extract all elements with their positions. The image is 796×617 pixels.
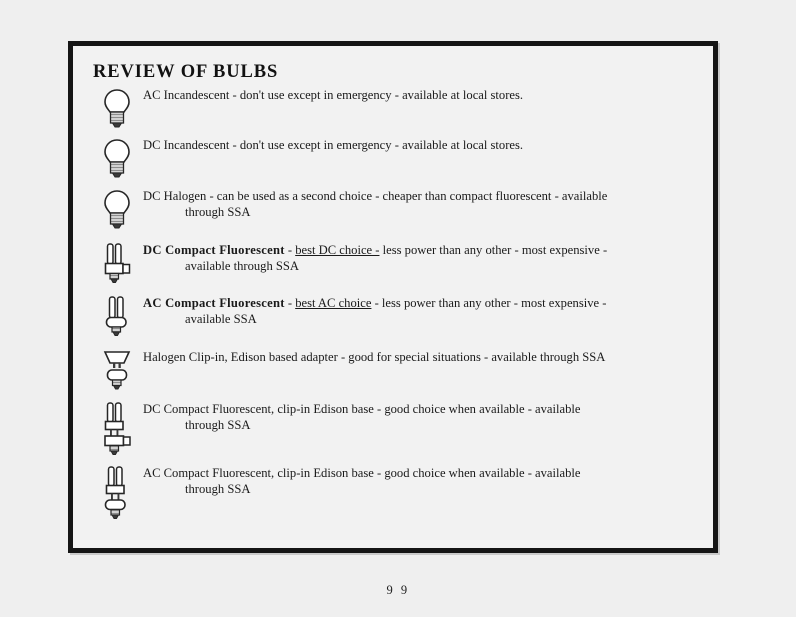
list-item-text bbox=[143, 136, 697, 154]
list-item-underlined-text: best AC choice bbox=[295, 296, 372, 311]
incandescent-bulb-icon bbox=[91, 86, 143, 131]
list-item-continuation: through SSA bbox=[185, 417, 251, 432]
list-item-main-text: less power than any other - most expensive - bbox=[379, 243, 608, 258]
list-item bbox=[91, 400, 697, 464]
bulb-review-list bbox=[91, 86, 697, 528]
list-item-main-text: DC Incandescent - don't use except in emergency - available at local stores. bbox=[143, 138, 524, 153]
list-item bbox=[91, 464, 697, 528]
list-item bbox=[91, 187, 697, 241]
ac-compact-fluorescent-icon bbox=[91, 294, 143, 341]
halogen-bulb-icon bbox=[91, 187, 143, 232]
page-title: REVIEW OF BULBS bbox=[93, 62, 279, 82]
halogen-clip-in-adapter-icon bbox=[91, 348, 143, 395]
list-item-text bbox=[143, 187, 697, 220]
list-item-pre-underline: - bbox=[284, 243, 296, 258]
list-item-text bbox=[143, 241, 697, 274]
list-item-continuation: available SSA bbox=[185, 311, 257, 326]
list-item-continuation: through SSA bbox=[185, 204, 251, 219]
list-item-continuation: through SSA bbox=[185, 481, 251, 496]
list-item-text bbox=[143, 348, 697, 366]
content-frame bbox=[68, 41, 718, 553]
list-item bbox=[91, 86, 697, 136]
dc-compact-fluorescent-icon bbox=[91, 241, 143, 288]
list-item-text bbox=[143, 464, 697, 497]
list-item-text bbox=[143, 294, 697, 327]
list-item-text bbox=[143, 400, 697, 433]
list-item bbox=[91, 294, 697, 348]
list-item-main-text: - less power than any other - most expensive - bbox=[371, 296, 607, 311]
list-item-continuation: available through SSA bbox=[185, 258, 300, 273]
list-item-main-text: AC Compact Fluorescent, clip-in Edison base - good choice when available - available bbox=[143, 466, 581, 481]
list-item bbox=[91, 241, 697, 294]
list-item-lead: DC Compact Fluorescent bbox=[143, 243, 285, 258]
list-item-lead: AC Compact Fluorescent bbox=[143, 296, 285, 311]
list-item-main-text: Halogen Clip-in, Edison based adapter - good for special situations - available through SSA bbox=[143, 350, 606, 365]
frame-inner bbox=[73, 46, 713, 548]
list-item bbox=[91, 136, 697, 187]
list-item-main-text: DC Halogen - can be used as a second choice - cheaper than compact fluorescent - available bbox=[143, 189, 608, 204]
list-item-main-text: DC Compact Fluorescent, clip-in Edison base - good choice when available - available bbox=[143, 402, 581, 417]
list-item bbox=[91, 348, 697, 400]
incandescent-bulb-icon bbox=[91, 136, 143, 181]
dc-compact-fluorescent-clip-in-icon bbox=[91, 400, 143, 461]
page-number: 9 9 bbox=[386, 583, 410, 597]
list-item-underlined-text: best DC choice - bbox=[295, 243, 380, 258]
ac-compact-fluorescent-clip-in-icon bbox=[91, 464, 143, 525]
list-item-text bbox=[143, 86, 697, 104]
list-item-pre-underline: - bbox=[284, 296, 296, 311]
list-item-main-text: AC Incandescent - don't use except in emergency - available at local stores. bbox=[143, 88, 524, 103]
